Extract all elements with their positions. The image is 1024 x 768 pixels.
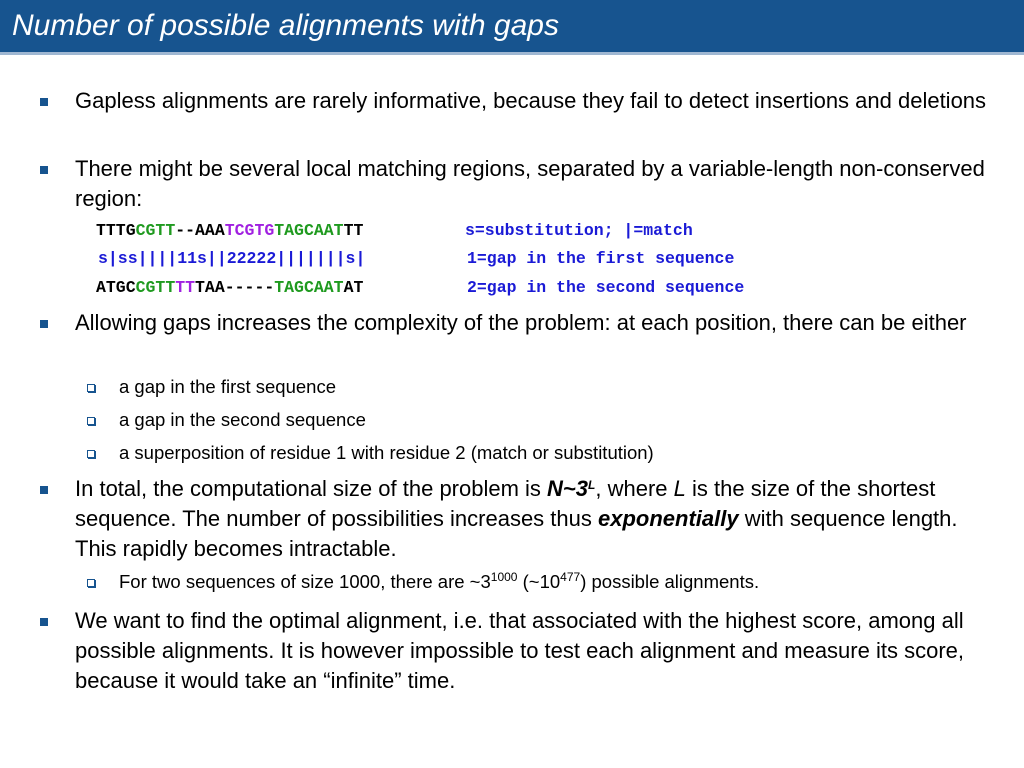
legend-gap-first: 1=gap in the first sequence	[467, 249, 735, 268]
sub-bullet-box-icon	[87, 384, 95, 392]
sub-bullet-gap-first: a gap in the first sequence	[119, 376, 337, 397]
sub-bullet-superposition: a superposition of residue 1 with residue 2 (match or substitution)	[119, 442, 654, 463]
alignment-segment: TAA-----	[195, 278, 275, 297]
alignment-segment: CGTT	[135, 278, 176, 297]
bullet-square-icon	[40, 486, 48, 494]
formula: $N\sim 3^L$	[547, 476, 596, 501]
slide-title: Number of possible alignments with gaps	[12, 9, 559, 42]
sub-bullet-box-icon	[87, 450, 95, 458]
alignment-segment: TAGCAAT	[274, 221, 344, 240]
bullet-square-icon	[40, 320, 48, 328]
alignment-seq2	[96, 278, 363, 298]
alignment-segment: TT	[343, 221, 364, 240]
legend-gap-second: 2=gap in the second sequence	[467, 278, 745, 297]
alignment-segment: TTTG	[96, 221, 136, 240]
bullet-local-regions: There might be several local matching regions, separated by a variable-length non-conserved region:	[75, 156, 985, 211]
sub-bullet-possible-alignments: For two sequences of size 1000, there are $\sim 3^{1000}$ $(\sim 10^{477})$ possible alignments.	[119, 570, 760, 592]
sub-bullet-box-icon	[87, 417, 95, 425]
alignment-segment: AT	[343, 278, 364, 297]
bullet-computational-size: In total, the computational size of the problem is $N\sim 3^L$, where L is the size of the shortest sequence. The number of possibilities increases thus exponentially with sequence length. This rapidly becomes intractable.	[75, 476, 958, 561]
alignment-segment: TT	[175, 278, 196, 297]
sub-bullet-gap-second: a gap in the second sequence	[119, 409, 366, 430]
bullet-allowing-gaps: Allowing gaps increases the complexity of the problem: at each position, there can be either	[75, 310, 967, 335]
alignment-segment: TCGTG	[224, 221, 275, 240]
legend-substitution: s=substitution; |=match	[465, 221, 693, 240]
title-underline	[0, 52, 1024, 55]
alignment-segment: ATGC	[96, 278, 136, 297]
alignment-match-line: s|ss||||11s||22222|||||||s|	[98, 249, 366, 268]
alignment-segment: CGTT	[135, 221, 176, 240]
alignment-seq1	[96, 221, 363, 241]
bullet-square-icon	[40, 618, 48, 626]
bullet-square-icon	[40, 166, 48, 174]
alignment-segment: TAGCAAT	[274, 278, 344, 297]
bullet-square-icon	[40, 98, 48, 106]
emphasis-exponentially: exponentially	[598, 506, 739, 531]
sub-bullet-box-icon	[87, 579, 95, 587]
alignment-segment: --AAA	[175, 221, 225, 240]
bullet-optimal-alignment: We want to find the optimal alignment, i.e. that associated with the highest score, among all possible alignments. It is however impossible to test each alignment and measure its score, because it would take an “infinite” time.	[75, 608, 964, 693]
bullet-gapless: Gapless alignments are rarely informative, because they fail to detect insertions and deletions	[75, 88, 987, 113]
title-bar	[0, 0, 1024, 52]
